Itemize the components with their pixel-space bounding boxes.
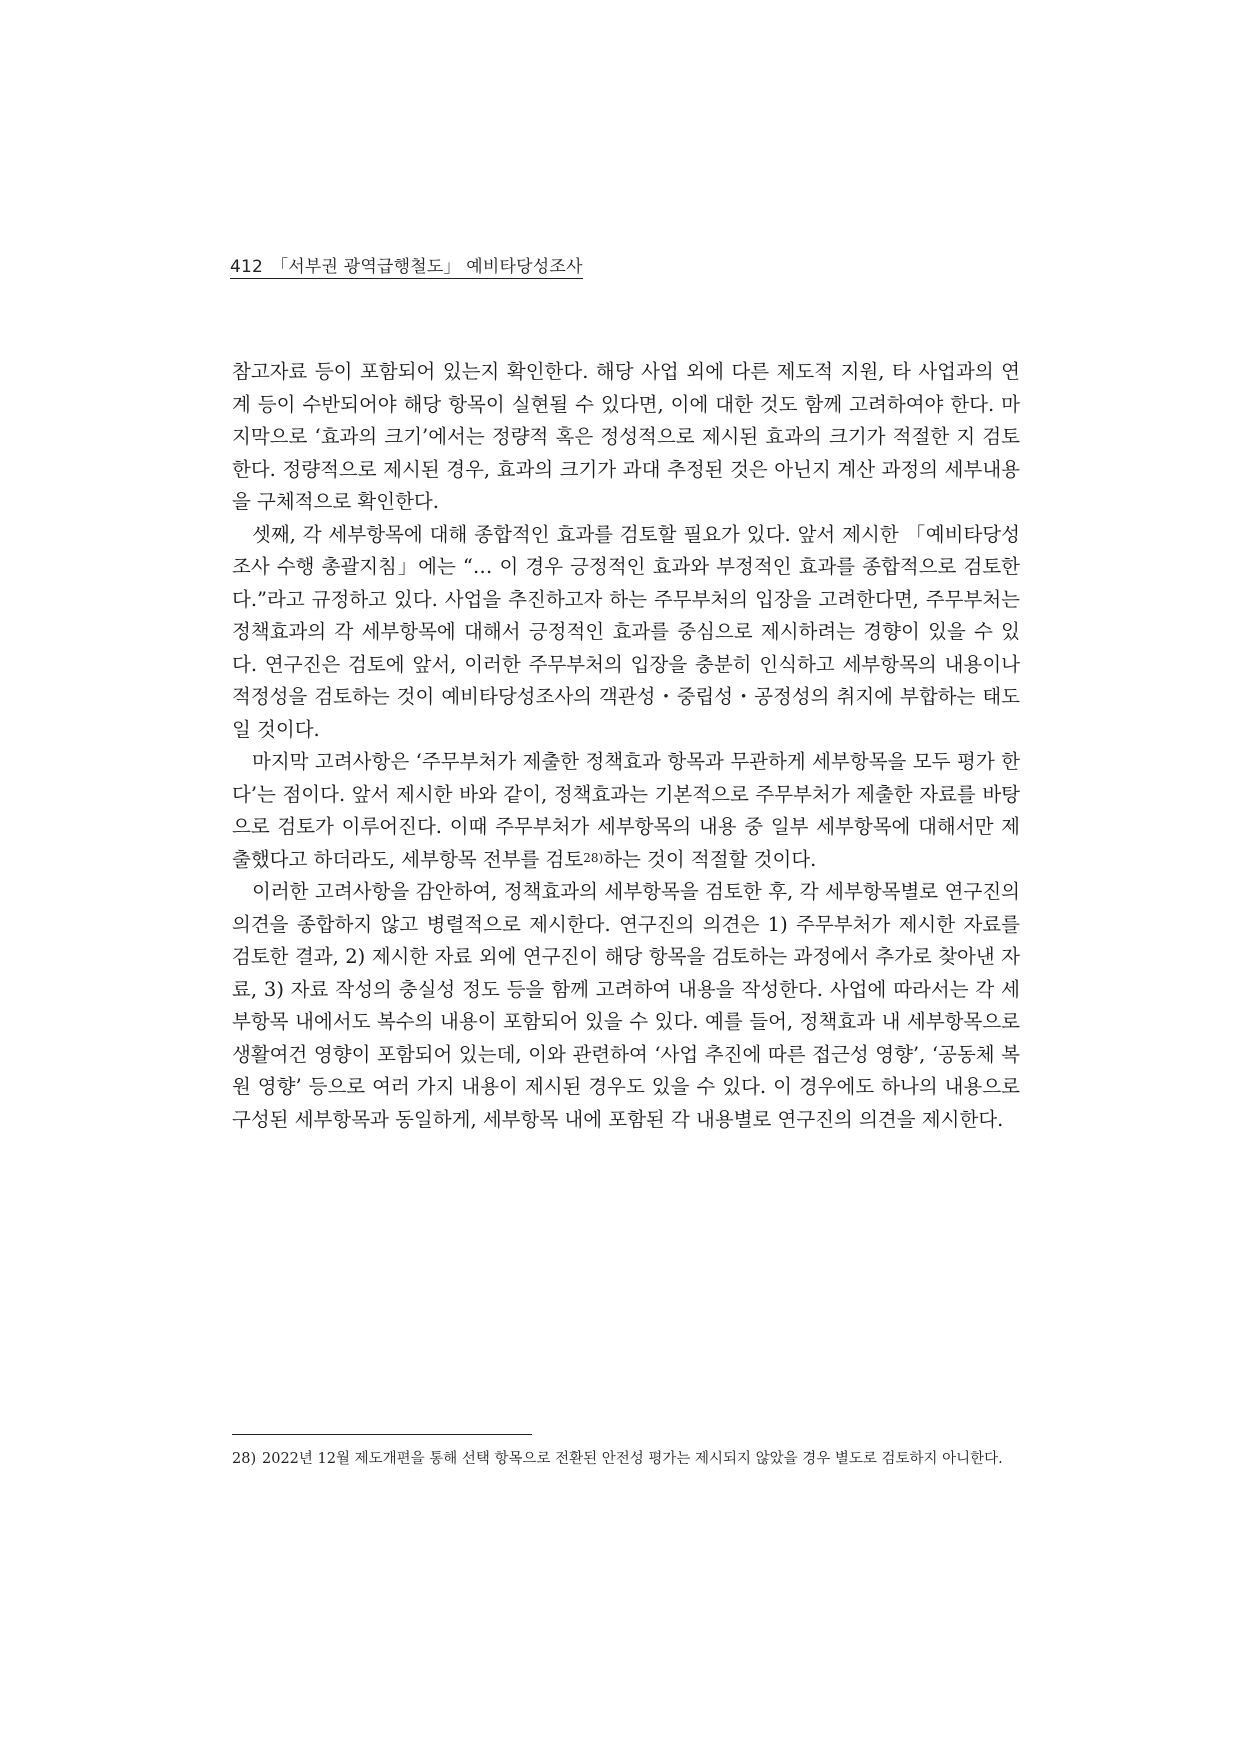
body-text — [232, 356, 1020, 1136]
footnote-number: 28) — [232, 1451, 257, 1467]
footnote-reference[interactable]: 28) — [583, 850, 604, 865]
page-number: 412 — [230, 257, 264, 277]
paragraph-3-text-b: 하는 것이 적절할 것이다. — [603, 847, 817, 871]
paragraph-4: 이러한 고려사항을 감안하여, 정책효과의 세부항목을 검토한 후, 각 세부항목별로 연구진의 의견을 종합하지 않고 병렬적으로 제시한다. 연구진의 의견은 1) 주무부처가 제시한 자료를 검토한 결과, 2) 제시한 자료 외에 연구진이 해당 항목을 검토하는 과정에서 추가로 찾아낸 자료, 3) 자료 작성의 충실성 정도 등을 함께 고려하여 내용을 작성한다. 사업에 따라서는 각 세부항목 내에서도 복수의 내용이 포함되어 있을 수 있다. 예를 들어, 정책효과 내 세부항목으로 생활여건 영향이 포함되어 있는데, 이와 관련하여 ‘사업 추진에 따른 접근성 영향’, ‘공동체 복원 영향’ 등으로 여러 가지 내용이 제시된 경우도 있을 수 있다. 이 경우에도 하나의 내용으로 구성된 세부항목과 동일하게, 세부항목 내에 포함된 각 내용별로 연구진의 의견을 제시한다. — [232, 880, 1020, 1131]
footnote-text: 2022년 12월 제도개편을 통해 선택 항목으로 전환된 안전성 평가는 제시되지 않았을 경우 별도로 검토하지 아니한다. — [262, 1451, 1003, 1467]
paragraph-3 — [232, 746, 1020, 876]
footnote — [232, 1449, 1022, 1470]
document-title: 「서부권 광역급행철도」 예비타당성조사 — [271, 257, 583, 277]
running-header — [230, 252, 583, 279]
paragraph-3-text-a: 마지막 고려사항은 ‘주무부처가 제출한 정책효과 항목과 무관하게 세부항목을 모두 평가 한다’는 점이다. 앞서 제시한 바와 같이, 정책효과는 기본적으로 주무부처가 제출한 자료를 바탕으로 검토가 이루어진다. 이때 주무부처가 세부항목의 내용 중 일부 세부항목에 대해서만 제출했다고 하더라도, 세부항목 전부를 검토 — [232, 750, 1020, 871]
paragraph-2: 셋째, 각 세부항목에 대해 종합적인 효과를 검토할 필요가 있다. 앞서 제시한 「예비타당성조사 수행 총괄지침」에는 “… 이 경우 긍정적인 효과와 부정적인 효과를 종합적으로 검토한다.”라고 규정하고 있다. 사업을 추진하고자 하는 주무부처의 입장을 고려한다면, 주무부처는 정책효과의 각 세부항목에 대해서 긍정적인 효과를 중심으로 제시하려는 경향이 있을 수 있다. 연구진은 검토에 앞서, 이러한 주무부처의 입장을 충분히 인식하고 세부항목의 내용이나 적정성을 검토하는 것이 예비타당성조사의 객관성・중립성・공정성의 취지에 부합하는 태도일 것이다. — [232, 522, 1020, 741]
paragraph-1: 참고자료 등이 포함되어 있는지 확인한다. 해당 사업 외에 다른 제도적 지원, 타 사업과의 연계 등이 수반되어야 해당 항목이 실현될 수 있다면, 이에 대한 것도 함께 고려하여야 한다. 마지막으로 ‘효과의 크기’에서는 정량적 혹은 정성적으로 제시된 효과의 크기가 적절한 지 검토한다. 정량적으로 제시된 경우, 효과의 크기가 과대 추정된 것은 아닌지 계산 과정의 세부내용을 구체적으로 확인한다. — [232, 360, 1020, 513]
footnote-divider — [232, 1434, 532, 1435]
